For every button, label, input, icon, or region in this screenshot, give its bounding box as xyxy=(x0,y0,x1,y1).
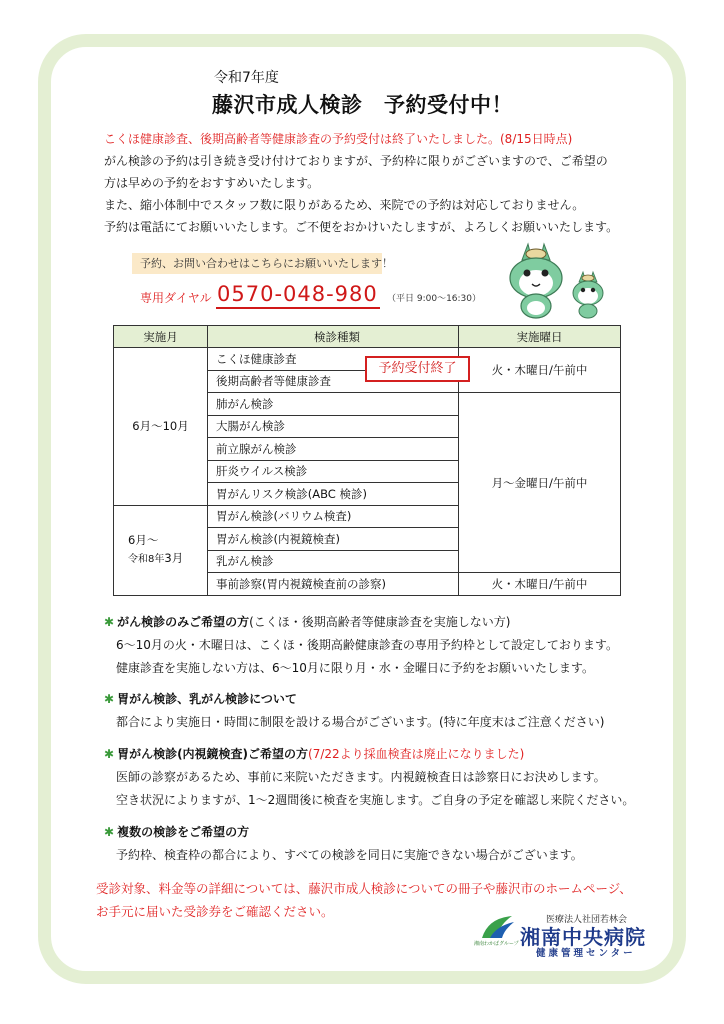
month-group-2-start: 6月～ xyxy=(128,533,159,547)
note-line: 6～10月の火・木曜日は、こくほ・後期高齢健康診査の専用予約枠として設定しております。 xyxy=(116,638,618,652)
note-line: 空き状況によりますが、1～2週間後に検査を実施します。ご自身の予定を確認し来院ください。 xyxy=(116,793,635,807)
reservation-closed-badge: 予約受付終了 xyxy=(365,356,470,382)
note-heading: ✱ 胃がん検診(内視鏡検査)ご希望の方(7/22より採血検査は廃止になりました) xyxy=(104,747,525,761)
mascot-large-icon xyxy=(502,238,570,320)
exam-name: 事前診察(胃内視鏡検査前の診察) xyxy=(208,573,459,596)
note-heading: ✱ 胃がん検診、乳がん検診について xyxy=(104,692,297,706)
logo-center-name: 健康管理センター xyxy=(536,948,636,959)
logo-group-name: 湘南わかばグループ xyxy=(474,941,519,947)
month-end: 3月 xyxy=(164,551,184,565)
intro-line: がん検診の予約は引き続き受け付けておりますが、予約枠に限りがございますので、ご希望の xyxy=(104,154,608,168)
month-era: 令和8年 xyxy=(128,554,165,565)
mascot-small-icon xyxy=(568,268,608,320)
header-month: 実施月 xyxy=(114,326,208,348)
page-title: 藤沢市成人検診 予約受付中！ xyxy=(212,93,513,117)
note-line: 予約枠、検査枠の都合により、すべての検診を同日に実施できない場合がございます。 xyxy=(116,848,583,862)
exam-name: 大腸がん検診 xyxy=(208,415,459,438)
star-icon: ✱ xyxy=(104,747,115,761)
days-value: 月～金曜日/午前中 xyxy=(459,393,621,573)
exam-name: 胃がんリスク検診(ABC 検診) xyxy=(208,483,459,506)
footer-line: 受診対象、料金等の詳細については、藤沢市成人検診についての冊子や藤沢市のホームページ、 xyxy=(96,881,632,896)
exam-name: 肺がん検診 xyxy=(208,393,459,416)
exam-name: 後期高齢者等健康診査 xyxy=(208,370,459,393)
note-heading: ✱ がん検診のみご希望の方(こくほ・後期高齢者等健康診査を実施しない方) xyxy=(104,615,511,629)
intro-line: また、縮小体制中でスタッフ数に限りがあるため、来院での予約は対応しておりません。 xyxy=(104,198,585,212)
dial-label: 専用ダイヤル xyxy=(140,291,212,305)
header-days: 実施曜日 xyxy=(459,326,621,348)
intro-line: 方は早めの予約をおすすめいたします。 xyxy=(104,176,320,190)
note-line: 医師の診察があるため、事前に来院いただきます。内視鏡検査日は診察日にお決めします。 xyxy=(116,770,606,784)
month-group-2-end xyxy=(128,549,207,569)
month-group-2 xyxy=(114,505,208,595)
exam-name: 肝炎ウイルス検診 xyxy=(208,460,459,483)
exam-name: 前立腺がん検診 xyxy=(208,438,459,461)
exam-name: 胃がん検診(内視鏡検査) xyxy=(208,528,459,551)
dial-hours: （平日 9:00～16:30） xyxy=(387,294,482,304)
intro-line: 予約は電話にてお願いいたします。ご不便をおかけいたしますが、よろしくお願いいたします。 xyxy=(104,220,619,234)
exam-name: 胃がん検診(バリウム検査) xyxy=(208,505,459,528)
note-line: 健康診査を実施しない方は、6～10月に限り月・水・金曜日に予約をお願いいたします。 xyxy=(116,661,594,675)
footer-line: お手元に届いた受診券をご確認ください。 xyxy=(96,904,334,919)
note-heading: ✱ 複数の検診をご希望の方 xyxy=(104,825,250,839)
days-value: 火・木曜日/午前中 xyxy=(459,573,621,596)
exam-name: 乳がん検診 xyxy=(208,550,459,573)
contact-banner: 予約、お問い合わせはこちらにお願いいたします！ xyxy=(132,253,382,274)
note-line: 都合により実施日・時間に制限を設ける場合がございます。(特に年度末はご注意ください) xyxy=(116,715,605,729)
star-icon: ✱ xyxy=(104,825,115,839)
header-exam-type: 検診種類 xyxy=(208,326,459,348)
hospital-logo-icon xyxy=(478,912,516,942)
star-icon: ✱ xyxy=(104,615,115,629)
phone-number-link[interactable]: 0570-048-980 xyxy=(216,281,380,309)
exam-name: こくほ健康診査 xyxy=(208,348,459,371)
star-icon: ✱ xyxy=(104,692,115,706)
days-value: 火・木曜日/午前中 xyxy=(459,348,621,393)
month-group-1: 6月～10月 xyxy=(114,348,208,506)
logo-org: 医療法人社団若林会 xyxy=(546,915,628,925)
fiscal-year: 令和7年度 xyxy=(214,70,279,86)
logo-hospital-name: 湘南中央病院 xyxy=(520,925,646,949)
notice-closed: こくほ健康診査、後期高齢者等健康診査の予約受付は終了いたしました。(8/15日時点) xyxy=(104,132,573,146)
table-header-row xyxy=(114,326,621,348)
